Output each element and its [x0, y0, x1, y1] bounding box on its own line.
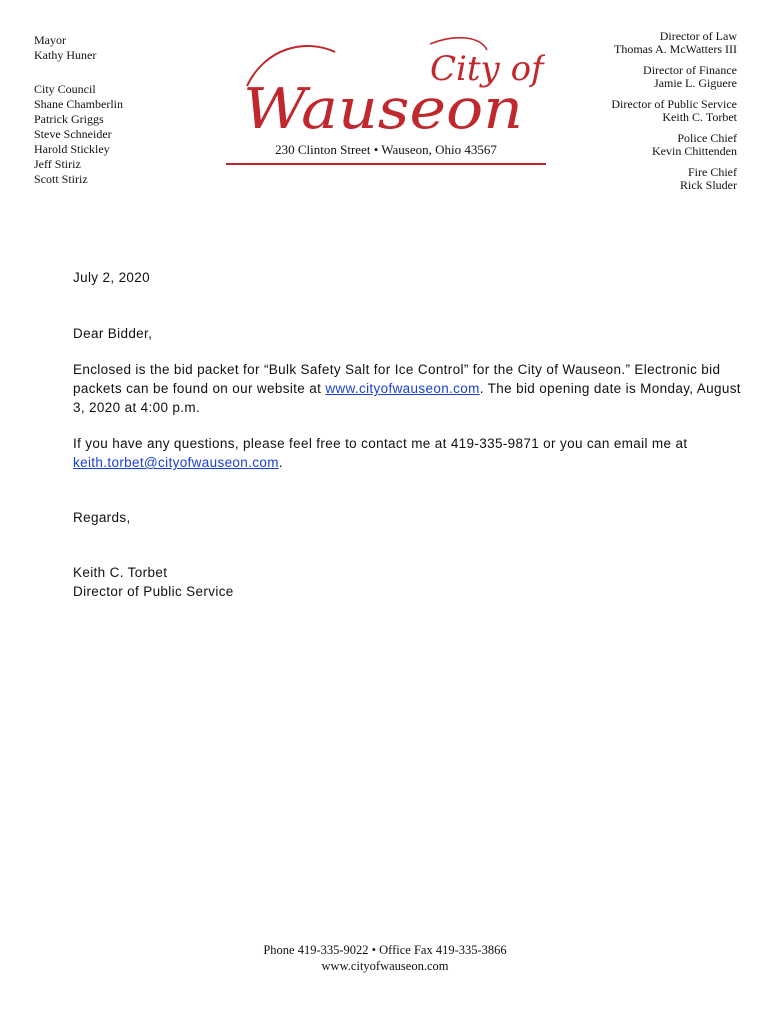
website-link[interactable]: www.cityofwauseon.com: [325, 381, 480, 396]
official-entry: [611, 166, 737, 192]
official-name: Keith C. Torbet: [662, 110, 737, 124]
mayor-name: Kathy Huner: [34, 48, 97, 62]
official-name: Rick Sluder: [680, 178, 737, 192]
council-member: Scott Stiriz: [34, 172, 88, 186]
official-title: Director of Public Service: [611, 97, 737, 111]
logo-wauseon: Wauseon: [243, 77, 523, 142]
official-entry: [611, 98, 737, 124]
signer-title: Director of Public Service: [73, 584, 234, 599]
signer-name: Keith C. Torbet: [73, 565, 168, 580]
footer-website: www.cityofwauseon.com: [321, 959, 449, 973]
paragraph-text: . The bid opening date is Monday, August 3, 2020 at 4:00 p.m.: [73, 381, 741, 415]
letter-date: July 2, 2020: [73, 270, 150, 285]
mayor-title: Mayor: [34, 33, 66, 47]
header-divider: [226, 163, 546, 165]
paragraph-bid-packet: [73, 360, 753, 417]
official-entry: [611, 132, 737, 158]
paragraph-text: .: [278, 455, 283, 470]
official-title: Fire Chief: [688, 165, 737, 179]
letter-salutation: Dear Bidder,: [73, 326, 153, 341]
official-name: Kevin Chittenden: [652, 144, 737, 158]
letter-closing: Regards,: [73, 510, 131, 525]
official-name: Jamie L. Giguere: [654, 76, 737, 90]
official-title: Director of Law: [659, 29, 737, 43]
footer-contact: Phone 419-335-9022 • Office Fax 419-335-3866: [263, 943, 507, 957]
council-member: Patrick Griggs: [34, 112, 104, 126]
official-title: Director of Finance: [643, 63, 737, 77]
paragraph-text: If you have any questions, please feel free to contact me at 419-335-9871 or you can email me at: [73, 436, 688, 451]
official-title: Police Chief: [677, 131, 737, 145]
officials-right-column: [611, 30, 737, 200]
council-title: City Council: [34, 82, 96, 96]
officials-left-column: [34, 33, 123, 187]
city-of-wauseon-logo: [225, 28, 545, 143]
official-name: Thomas A. McWatters III: [614, 42, 737, 56]
council-member: Jeff Stiriz: [34, 157, 81, 171]
council-member: Steve Schneider: [34, 127, 112, 141]
paragraph-text: Enclosed is the bid packet for “Bulk Safety Salt for Ice Control” for the City of Wauseon.” Electronic bid packets can be found on our website at: [73, 362, 721, 396]
paragraph-contact: [73, 434, 753, 472]
council-member: Shane Chamberlin: [34, 97, 123, 111]
letter-body: [73, 268, 753, 601]
email-link[interactable]: keith.torbet@cityofwauseon.com: [73, 455, 279, 470]
council-member: Harold Stickley: [34, 142, 110, 156]
letterhead-footer: [0, 942, 770, 974]
city-address: 230 Clinton Street • Wauseon, Ohio 43567: [275, 142, 497, 157]
official-entry: [611, 64, 737, 90]
official-entry: [611, 30, 737, 56]
logo-city-of: City of: [430, 49, 544, 89]
